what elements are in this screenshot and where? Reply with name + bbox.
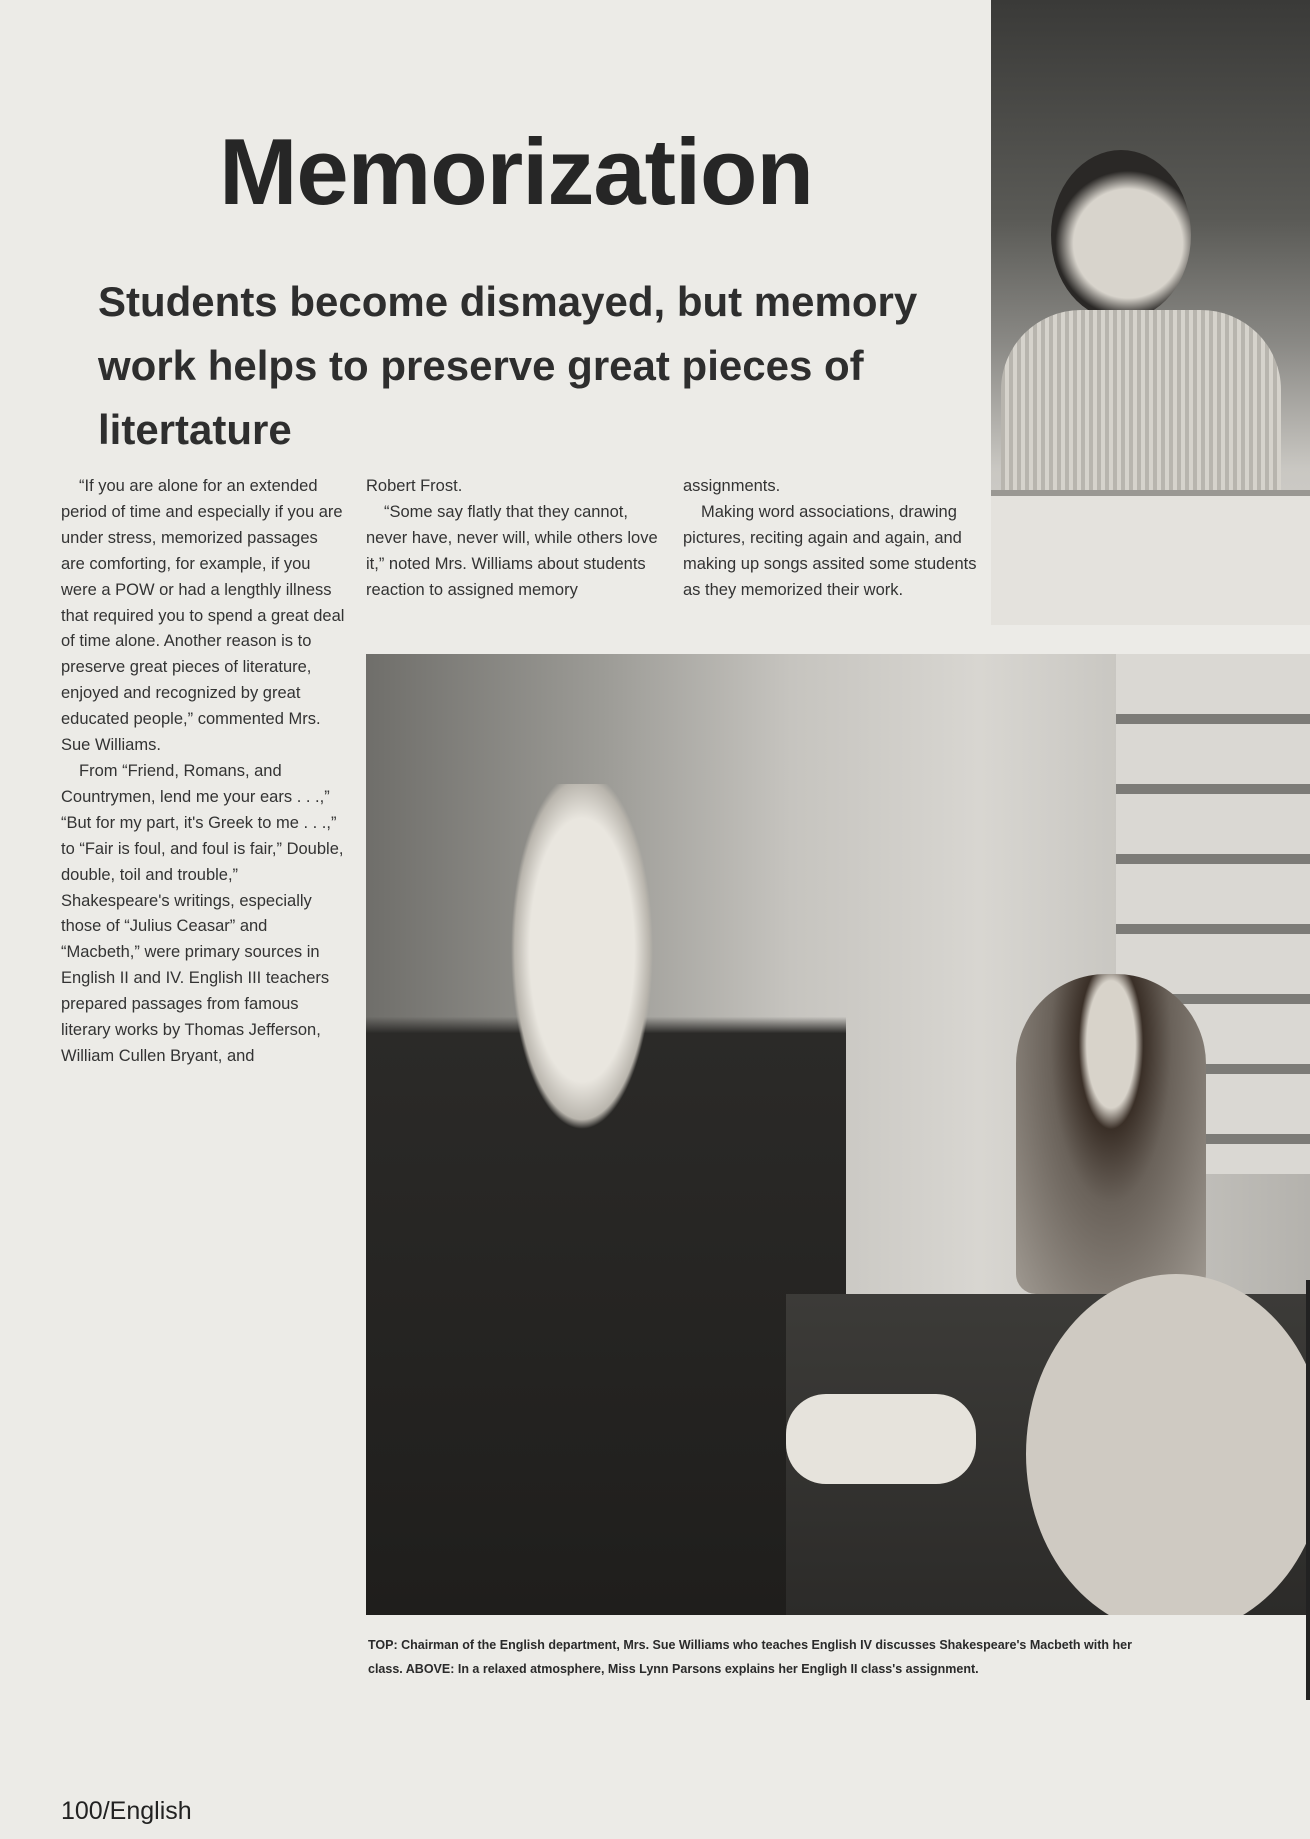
paragraph: Making word associations, drawing pictures, reciting again and again, and making up songs assited some students as they memorized their work.	[683, 502, 977, 599]
caption-line: TOP: Chairman of the English department, Mrs. Sue Williams who teaches English IV discusses Shakespeare's Macbeth with her	[368, 1638, 1132, 1652]
paragraph: assignments.	[683, 477, 781, 495]
photo-detail-teacher	[366, 784, 846, 1615]
text-column-2	[366, 474, 666, 604]
paragraph: “Some say flatly that they cannot, never have, never will, while others love it,” noted Mrs. Williams about students reaction to assigned memory	[366, 502, 658, 599]
page-folio: 100/English	[61, 1797, 192, 1825]
text-column-3	[683, 474, 983, 604]
photo-detail-student	[1016, 974, 1206, 1294]
photo-detail-hands	[786, 1394, 976, 1484]
page-title: Memorization	[219, 119, 813, 224]
paragraph: “If you are alone for an extended period of time and especially if you are under stress, memorized passages are comforting, for example, if you were a POW or had a lengthly illness that required you to spend a great deal of time alone. Another reason is to preserve great pieces of literature, enjoyed and recognized by great educated people,” commented Mrs. Sue Williams.	[61, 477, 345, 755]
photo-classroom	[366, 654, 1310, 1615]
caption-line: class. ABOVE: In a relaxed atmosphere, Miss Lynn Parsons explains her Engligh II class's assignment.	[368, 1662, 979, 1676]
photo-detail-podium	[991, 490, 1310, 625]
photo-detail-blouse	[1001, 310, 1281, 500]
paragraph: Robert Frost.	[366, 477, 463, 495]
photo-teacher-at-podium	[991, 0, 1310, 625]
paragraph: From “Friend, Romans, and Countrymen, lend me your ears . . .,” “But for my part, it's Greek to me . . .,” to “Fair is foul, and foul is fair,” Double, double, toil and trouble,” Shakespeare's writings, especially those of “Julius Ceasar” and “Macbeth,” were primary sources in English II and IV. English III teachers prepared passages from famous literary works by Thomas Jefferson, William Cullen Bryant, and	[61, 761, 344, 1065]
photo-detail-head	[1051, 150, 1191, 320]
photo-caption	[368, 1633, 1308, 1681]
subtitle: Students become dismayed, but memory work helps to preserve great pieces of litertature	[98, 278, 918, 453]
text-column-1	[61, 474, 346, 1070]
page-edge-divider	[1306, 1280, 1310, 1700]
